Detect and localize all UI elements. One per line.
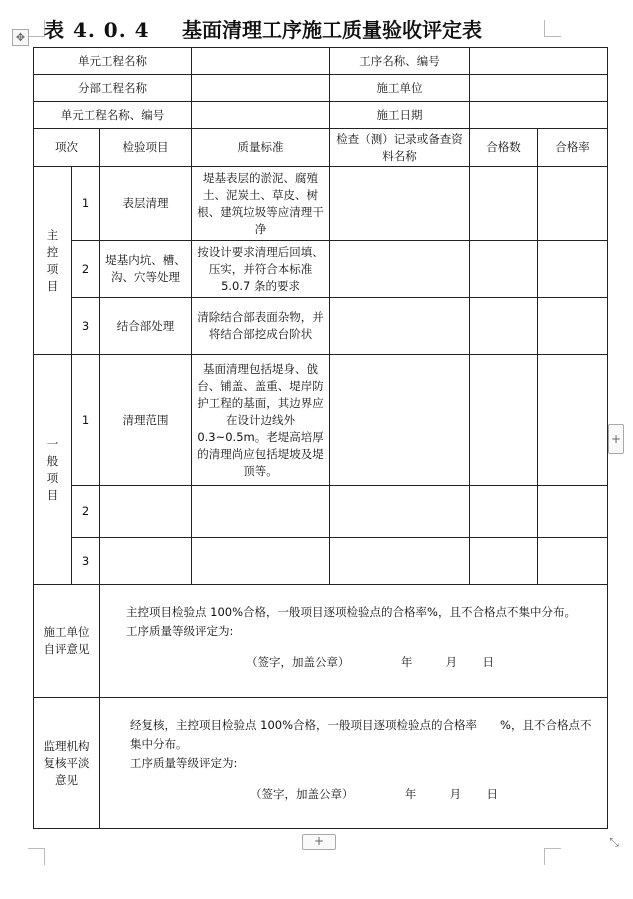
- pass-rate-cell[interactable]: [538, 241, 608, 298]
- supervisor-opinion-label: 监理机构复核平淡意见: [34, 698, 100, 829]
- table-title: 基面清理工序施工质量验收评定表: [182, 18, 482, 42]
- month-label: 月: [445, 655, 458, 669]
- signature-label: （签字，加盖公章）: [246, 655, 350, 669]
- record-cell[interactable]: [330, 486, 470, 538]
- row-number: 2: [72, 241, 100, 298]
- division-label: 分部工程名称: [34, 75, 192, 102]
- year-label: 年: [400, 655, 413, 669]
- unit-code-label: 单元工程名称、编号: [34, 102, 192, 129]
- row-number: 3: [72, 538, 100, 585]
- record-cell[interactable]: [330, 167, 470, 241]
- col-pass-rate: 合格率: [538, 129, 608, 167]
- unit-project-label: 单元工程名称: [34, 48, 192, 75]
- col-record: 检查（测）记录或备查资料名称: [330, 129, 470, 167]
- add-row-button[interactable]: +: [302, 834, 336, 850]
- table-row: [34, 241, 608, 298]
- date-value[interactable]: [470, 102, 608, 129]
- contractor-value[interactable]: [470, 75, 608, 102]
- row-number: 2: [72, 486, 100, 538]
- day-label: 日: [482, 655, 494, 669]
- division-value[interactable]: [192, 75, 330, 102]
- pass-rate-cell[interactable]: [538, 538, 608, 585]
- unit-project-value[interactable]: [192, 48, 330, 75]
- main-group-label: 主控项目: [34, 167, 72, 355]
- supervisor-opinion-row: [34, 698, 608, 829]
- pass-rate-cell[interactable]: [538, 355, 608, 486]
- pass-count-cell[interactable]: [470, 241, 538, 298]
- standard-cell: 按设计要求清理后回填、压实，并符合本标准 5.0.7 条的要求: [192, 241, 330, 298]
- check-item-cell[interactable]: [100, 538, 192, 585]
- table-row: [34, 538, 608, 585]
- pass-rate-cell[interactable]: [538, 167, 608, 241]
- check-item-cell: 堤基内坑、槽、沟、穴等处理: [100, 241, 192, 298]
- standard-cell[interactable]: [192, 538, 330, 585]
- contractor-opinion-text[interactable]: [100, 585, 608, 698]
- header-row-3: [34, 102, 608, 129]
- crop-mark-bottom-right: [544, 848, 561, 865]
- record-cell[interactable]: [330, 298, 470, 355]
- table-move-icon[interactable]: ✥: [12, 29, 29, 46]
- standard-cell: 堤基表层的淤泥、腐殖土、泥炭土、草皮、树根、建筑垃圾等应清理干净: [192, 167, 330, 241]
- row-number: 1: [72, 167, 100, 241]
- document-title: [44, 14, 604, 44]
- check-item-cell: 清理范围: [100, 355, 192, 486]
- contractor-opinion-label: 施工单位自评意见: [34, 585, 100, 698]
- supervisor-signature-line: [110, 785, 601, 804]
- contractor-opinion-line1: 主控项目检验点 100%合格，一般项目逐项检验点的合格率%，且不合格点不集中分布。: [126, 605, 576, 619]
- column-header-row: [34, 129, 608, 167]
- pass-count-cell[interactable]: [470, 167, 538, 241]
- crop-mark-bottom-left: [28, 848, 45, 865]
- col-standard: 质量标准: [192, 129, 330, 167]
- pass-count-cell[interactable]: [470, 538, 538, 585]
- table-row: [34, 486, 608, 538]
- table-resize-icon[interactable]: ⤡: [609, 835, 619, 849]
- signature-label: （签字，加盖公章）: [250, 787, 354, 801]
- row-number: 1: [72, 355, 100, 486]
- crop-mark-top-left: [28, 20, 45, 37]
- add-column-button[interactable]: +: [608, 424, 624, 454]
- pass-rate-cell[interactable]: [538, 298, 608, 355]
- record-cell[interactable]: [330, 355, 470, 486]
- table-row: [34, 298, 608, 355]
- pass-count-cell[interactable]: [470, 298, 538, 355]
- supervisor-opinion-text[interactable]: [100, 698, 608, 829]
- row-number: 3: [72, 298, 100, 355]
- check-item-cell: 表层清理: [100, 167, 192, 241]
- table-row: [34, 167, 608, 241]
- year-label: 年: [404, 787, 417, 801]
- standard-cell: 基面清理包括堤身、戗台、铺盖、盖重、堤岸防护工程的基面，其边界应在设计边线外 0.3~0.5m。老堤高培厚的清理尚应包括堤坡及堤顶等。: [192, 355, 330, 486]
- col-check-item: 检验项目: [100, 129, 192, 167]
- col-pass-count: 合格数: [470, 129, 538, 167]
- pass-count-cell[interactable]: [470, 355, 538, 486]
- standard-cell[interactable]: [192, 486, 330, 538]
- contractor-opinion-line2: 工序质量等级评定为:: [126, 624, 234, 638]
- contractor-label: 施工单位: [330, 75, 470, 102]
- process-label: 工序名称、编号: [330, 48, 470, 75]
- date-label: 施工日期: [330, 102, 470, 129]
- check-item-cell: 结合部处理: [100, 298, 192, 355]
- contractor-signature-line: [106, 653, 601, 672]
- evaluation-table: [33, 47, 608, 829]
- day-label: 日: [486, 787, 498, 801]
- standard-cell: 清除结合部表面杂物，并将结合部挖成台阶状: [192, 298, 330, 355]
- header-row-1: [34, 48, 608, 75]
- month-label: 月: [449, 787, 462, 801]
- record-cell[interactable]: [330, 538, 470, 585]
- unit-code-value[interactable]: [192, 102, 330, 129]
- record-cell[interactable]: [330, 241, 470, 298]
- contractor-opinion-row: [34, 585, 608, 698]
- header-row-2: [34, 75, 608, 102]
- general-group-label: 一般项目: [34, 355, 72, 585]
- process-value[interactable]: [470, 48, 608, 75]
- table-row: [34, 355, 608, 486]
- pass-rate-cell[interactable]: [538, 486, 608, 538]
- check-item-cell[interactable]: [100, 486, 192, 538]
- table-number: 表 4. 0. 4: [44, 18, 150, 42]
- supervisor-opinion-line1: 经复核，主控项目检验点 100%合格，一般项目逐项检验点的合格率 %，且不合格点不集中分布。: [130, 718, 592, 751]
- col-item-type: 项次: [34, 129, 100, 167]
- pass-count-cell[interactable]: [470, 486, 538, 538]
- supervisor-opinion-line2: 工序质量等级评定为:: [130, 756, 238, 770]
